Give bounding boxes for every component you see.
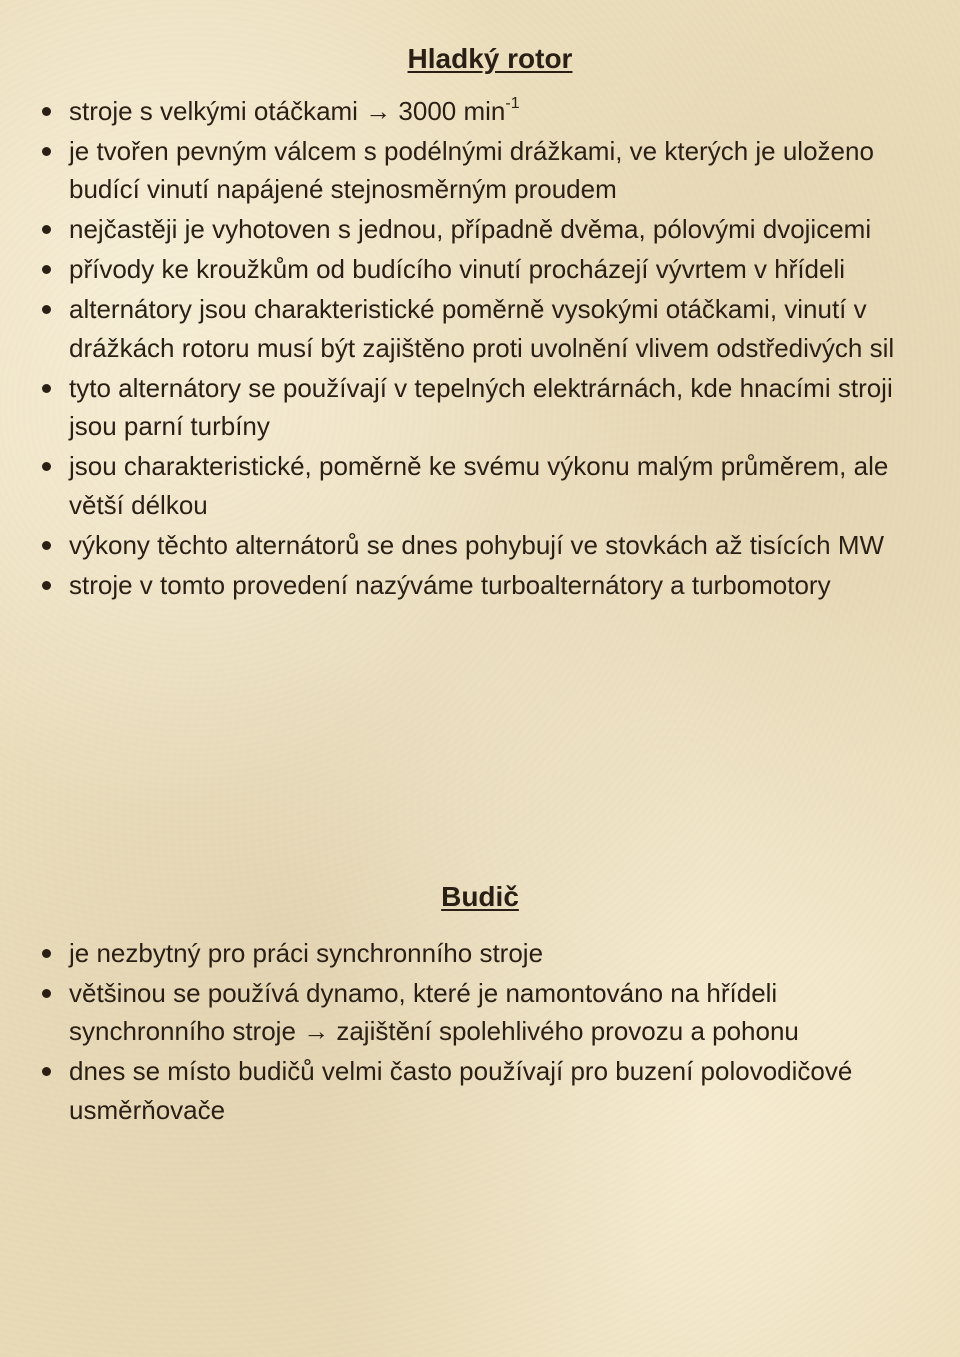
list-item-text: dnes se místo budičů velmi často používají pro buzení polovodičové usměrňovače: [69, 1056, 853, 1125]
list-item-text: tyto alternátory se používají v tepelných elektrárnách, kde hnacími stroji jsou parní turbíny: [69, 372, 893, 442]
bullet-icon: [42, 989, 51, 998]
list-item: [0, 526, 960, 565]
bullet-icon: [42, 305, 51, 314]
list-item-text: výkony těchto alternátorů se dnes pohybují ve stovkách až tisících MW: [69, 529, 885, 560]
list-item: [0, 132, 960, 209]
list-item-text: je nezbytný pro práci synchronního stroje: [69, 937, 544, 968]
list-item-text: stroje v tomto provedení nazýváme turboalternátory a turbomotory: [69, 569, 831, 600]
bullet-list-budic: [0, 934, 960, 1130]
section-title-budic: Budič: [441, 881, 519, 912]
list-item: [0, 1052, 960, 1129]
section-budic: [0, 880, 960, 1131]
bullet-icon: [42, 541, 51, 550]
list-item: [0, 934, 960, 973]
bullet-icon: [42, 384, 51, 393]
bullet-icon: [42, 462, 51, 471]
list-item-text: stroje s velkými otáčkami → 3000 min: [69, 95, 506, 126]
list-item-text: většinou se používá dynamo, které je namontováno na hřídeli synchronního stroje → zajištění spolehlivého provozu a pohonu: [69, 977, 799, 1047]
list-item: [0, 92, 960, 131]
list-item-text: nejčastěji je vyhotoven s jednou, případně dvěma, pólovými dvojicemi: [69, 214, 872, 245]
list-item-text: alternátory jsou charakteristické poměrně vysokými otáčkami, vinutí v drážkách rotoru musí být zajištěno proti uvolnění vlivem odstředivých sil: [69, 294, 895, 363]
list-item: [0, 447, 960, 524]
list-item: [0, 250, 960, 289]
bullet-list-hladky-rotor: [0, 92, 960, 605]
bullet-icon: [42, 147, 51, 156]
bullet-icon: [42, 107, 51, 116]
section-hladky-rotor: [0, 42, 960, 606]
bullet-icon: [42, 225, 51, 234]
list-item-text: je tvořen pevným válcem s podélnými drážkami, ve kterých je uloženo budící vinutí napájené stejnosměrným proudem: [69, 135, 874, 205]
list-item: [0, 369, 960, 446]
list-item: [0, 566, 960, 605]
bullet-icon: [42, 265, 51, 274]
superscript-exponent: -1: [505, 94, 520, 112]
bullet-icon: [42, 1067, 51, 1076]
list-item: [0, 210, 960, 249]
bullet-icon: [42, 581, 51, 590]
section-title-hladky-rotor: Hladký rotor: [407, 43, 573, 74]
list-item-text: přívody ke kroužkům od budícího vinutí procházejí vývrtem v hřídeli: [69, 254, 846, 285]
list-item: [0, 290, 960, 367]
list-item-text: jsou charakteristické, poměrně ke svému výkonu malým průměrem, ale větší délkou: [69, 451, 889, 520]
list-item: [0, 974, 960, 1051]
bullet-icon: [42, 949, 51, 958]
